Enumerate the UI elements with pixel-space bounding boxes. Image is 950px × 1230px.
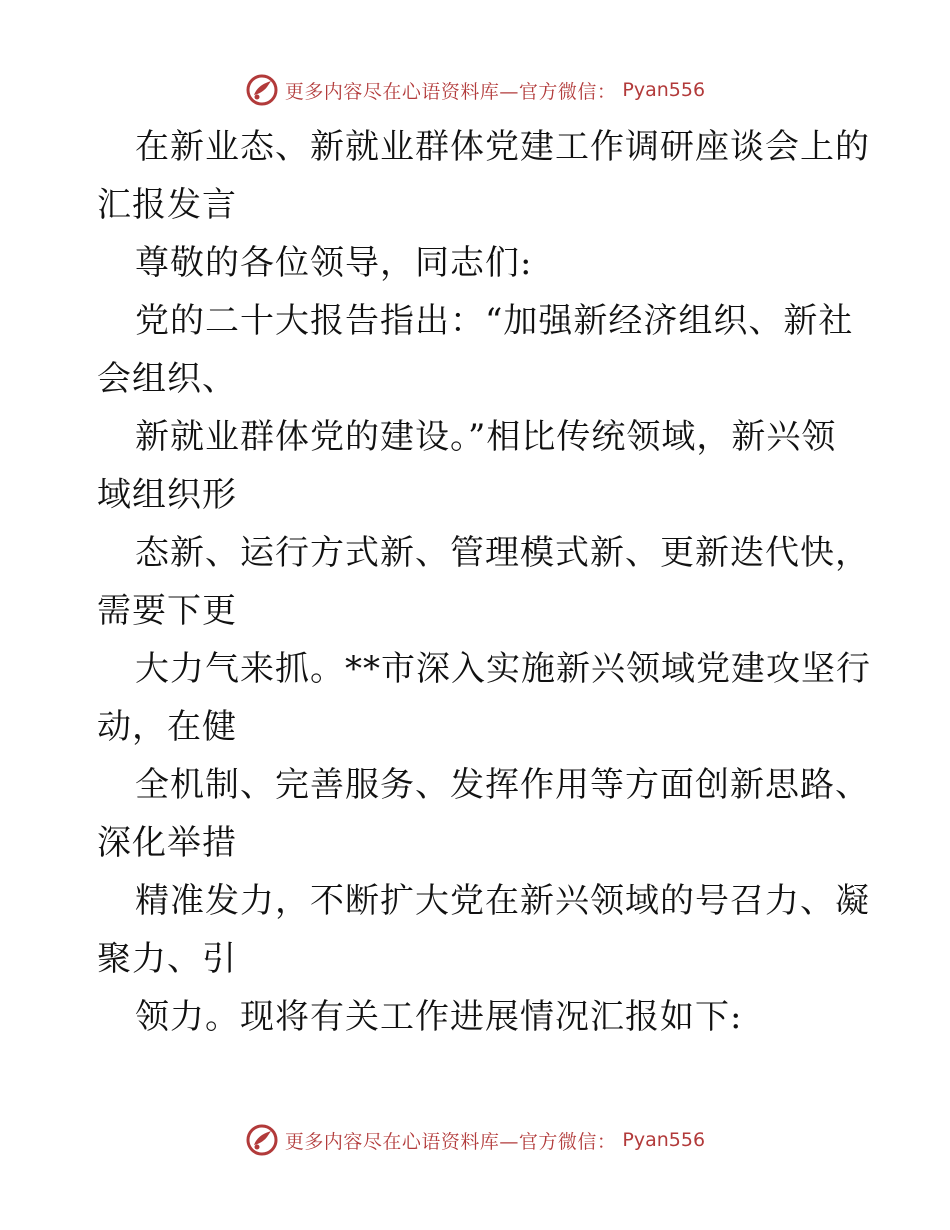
wechat-id: Pyan556 <box>622 1129 706 1151</box>
paragraph-line: 聚力、引 <box>97 939 237 979</box>
paragraph-line: 领力。现将有关工作进展情况汇报如下: <box>135 997 743 1037</box>
paragraph-line: 态新、运行方式新、管理模式新、更新迭代快， <box>135 533 870 573</box>
header-watermark <box>0 70 950 110</box>
salutation: 尊敬的各位领导，同志们: <box>135 243 533 283</box>
document-body <box>97 118 871 1046</box>
paragraph-line: 党的二十大报告指出：“加强新经济组织、新社 <box>135 301 854 341</box>
watermark-text: 更多内容尽在心语资料库—官方微信： <box>284 1130 617 1153</box>
pen-heart-logo-icon <box>245 73 279 107</box>
paragraph-line: 需要下更 <box>97 591 237 631</box>
paragraph-line: 精准发力，不断扩大党在新兴领域的号召力、凝 <box>135 881 870 921</box>
watermark-text: 更多内容尽在心语资料库—官方微信： <box>284 80 617 103</box>
title-line-2: 汇报发言 <box>97 185 237 225</box>
paragraph-line: 全机制、完善服务、发挥作用等方面创新思路、 <box>135 765 870 805</box>
paragraph-line: 域组织形 <box>97 475 237 515</box>
paragraph-line: 动，在健 <box>97 707 237 747</box>
paragraph-line: 深化举措 <box>97 823 237 863</box>
paragraph-line: 会组织、 <box>97 359 237 399</box>
title-line-1: 在新业态、新就业群体党建工作调研座谈会上的 <box>135 127 870 167</box>
paragraph-line: 新就业群体党的建设。”相比传统领域，新兴领 <box>135 417 837 457</box>
wechat-id: Pyan556 <box>622 79 706 101</box>
paragraph-line: 大力气来抓。**市深入实施新兴领域党建攻坚行 <box>135 649 871 689</box>
pen-heart-logo-icon <box>245 1123 279 1157</box>
footer-watermark <box>0 1120 950 1160</box>
